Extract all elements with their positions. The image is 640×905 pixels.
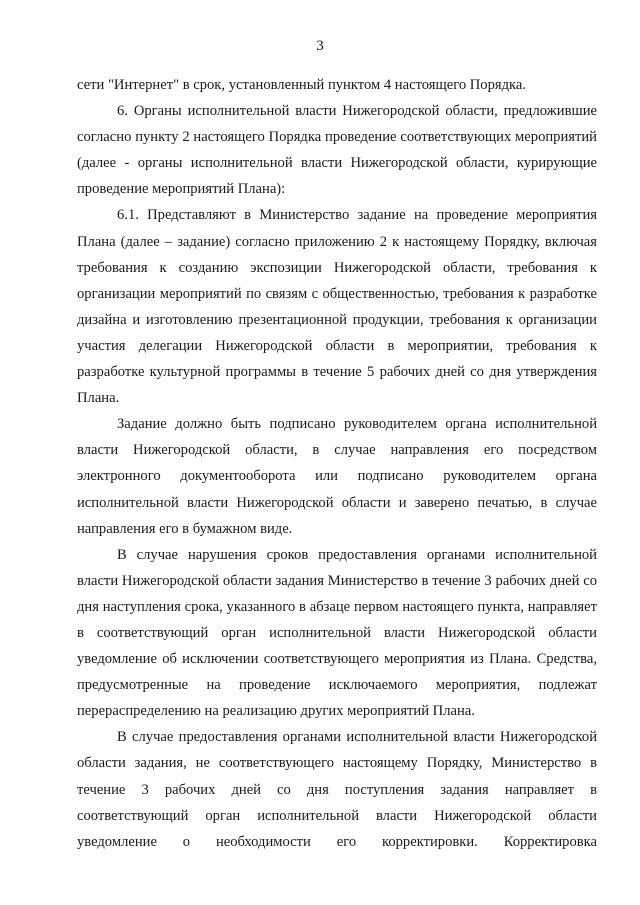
paragraph-signature-requirement: Задание должно быть подписано руководителем органа исполнительной власти Нижегородской области, в случае направления его посредством электронного документооборота или подписано руководителем органа исполнительной власти Нижегородской области и заверено печатью, в случае направления его в бумажном виде.	[77, 416, 597, 537]
document-body	[77, 72, 597, 855]
paragraph-continuation: сети "Интернет" в срок, установленный пунктом 4 настоящего Порядка.	[77, 77, 527, 93]
paragraph-nonconforming-task: В случае предоставления органами исполнительной власти Нижегородской области задания, не соответствующего настоящему Порядку, Министерство в течение 3 рабочих дней со дня поступления задания направляет в соответствующий орган исполнительной власти Нижегородской области уведомление о необходимости его корректировки. Корректировка	[77, 729, 597, 850]
paragraph-deadline-violation: В случае нарушения сроков предоставления органами исполнительной власти Нижегородской области задания Министерство в течение 3 рабочих дней со дня наступления срока, указанного в абзаце первом настоящего пункта, направляет в соответствующий орган исполнительной власти Нижегородской области уведомление об исключении соответствующего мероприятия из Плана. Средства, предусмотренные на проведение исключаемого мероприятия, подлежат перераспределению на реализацию других мероприятий Плана.	[77, 546, 597, 720]
paragraph-item-6: 6. Органы исполнительной власти Нижегородской области, предложившие согласно пункту 2 настоящего Порядка проведение соответствующих мероприятий (далее - органы исполнительной власти Нижегородской области, курирующие проведение мероприятий Плана):	[77, 103, 597, 198]
page-number: 3	[316, 38, 324, 54]
paragraph-item-6-1: 6.1. Представляют в Министерство задание на проведение мероприятия Плана (далее – задание) согласно приложению 2 к настоящему Порядку, включая требования к созданию экспозиции Нижегородской области, требования к организации мероприятий по связям с общественностью, требования к разработке дизайна и изготовлению презентационной продукции, требования к организации участия делегации Нижегородской области в мероприятии, требования к разработке культурной программы в течение 5 рабочих дней со дня утверждения Плана.	[77, 207, 597, 407]
